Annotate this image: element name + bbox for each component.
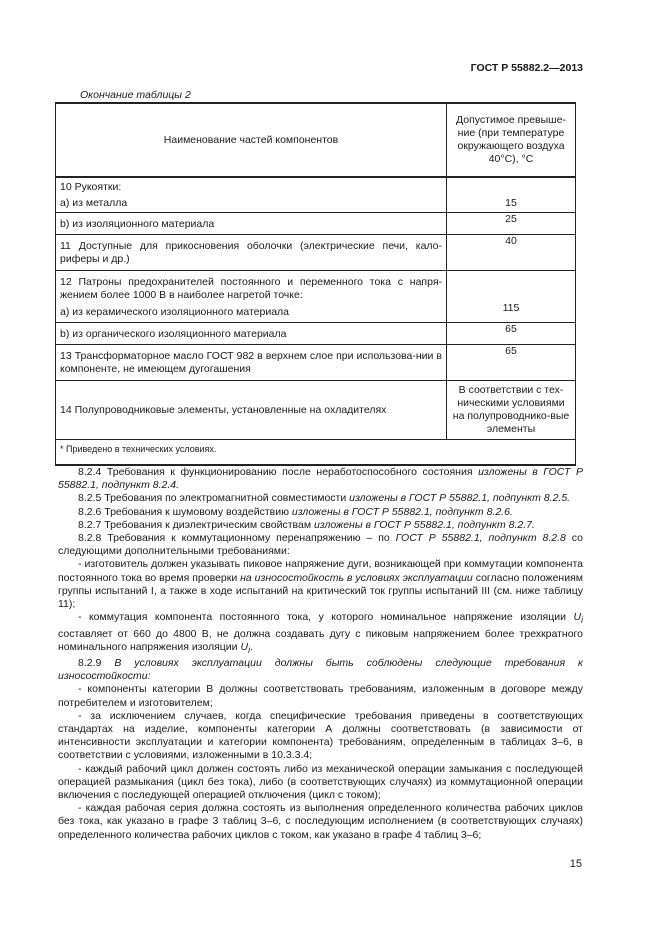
row-label: 11 Доступные для прикосновения оболочки (электрические печи, кало-риферы и др.) [56, 235, 447, 271]
col2-header: Допустимое превыше-ние (при температуре окружающего воздуха 40°С), °С [447, 103, 576, 177]
row-label: 14 Полупроводниковые элементы, установленные на охладителях [56, 381, 447, 440]
paragraph-8-2-4: 8.2.4 Требования к функционированию после неработоспособного состояния изложены в ГОСТ Р 55882.1, подпункт 8.2.4. [58, 466, 583, 492]
table-footnote: * Приведено в технических условиях. [56, 440, 576, 466]
col1-header: Наименование частей компонентов [56, 103, 447, 177]
bullet-operating-series: - каждая рабочая серия должна состоять из выполнения определенного количества рабочих циклов без тока, как указано в графе 3 таблиц 3–6, с последующим исполнением (в соответствующих случаях) определенного количества рабочих циклов с током, как указано в графе 4 таблиц 3–6; [58, 802, 583, 841]
row-label: 10 Рукоятки: [56, 177, 447, 194]
paragraph-8-2-6: 8.2.6 Требования к шумовому воздействию изложены в ГОСТ Р 55882.1, подпункт 8.2.6. [78, 505, 513, 518]
row-value [447, 177, 576, 194]
table-footnote-row [56, 440, 576, 466]
table-row [56, 213, 576, 235]
row-value: 115 [447, 302, 576, 323]
table-row [56, 302, 576, 323]
bullet-category-a: - за исключением случаев, когда специфические требования приведены в соответствующих стандартах на изделие, компоненты категории А должны соответствовать (в зависимости от интенсивности эксплуатации и категории компонента) требованиям, определенным в таблицах 3–6, в соответствии с условиями, изложенными в 10.3.3.4; [58, 709, 583, 762]
paragraph-8-2-5: 8.2.5 Требования по электромагнитной совместимости изложены в ГОСТ Р 55882.1, подпункт 8.2.5. [78, 492, 571, 505]
document-code: ГОСТ Р 55882.2—2013 [470, 62, 583, 74]
row-label: b) из органического изоляционного материала [56, 323, 447, 345]
bullet-category-b: - компоненты категории В должны соответствовать требованиям, изложенным в договоре между потребителем и изготовителем; [58, 683, 583, 709]
table-row [56, 381, 576, 440]
row-label: а) из металла [56, 194, 447, 213]
body-text [58, 466, 583, 842]
row-label: 13 Трансформаторное масло ГОСТ 982 в верхнем слое при использова-нии в компоненте, не имеющем дугогашения [56, 345, 447, 381]
row-value: 65 [447, 345, 576, 381]
bullet-arc-voltage: - изготовитель должен указывать пиковое напряжение дуги, возникающей при коммутации компонента постоянного тока во время проверки на износостойкость в условиях эксплуатации согласно положениям группы испытаний I, а также в ходе испытаний на критический ток группы испытаний III (см. ниже таблицу 11); [58, 558, 583, 611]
row-value [447, 271, 576, 303]
row-value: 40 [447, 235, 576, 271]
row-value: 25 [447, 213, 576, 235]
table-caption: Окончание таблицы 2 [80, 89, 191, 101]
table-2 [55, 102, 576, 466]
table-row [56, 271, 576, 303]
bullet-operating-cycle: - каждый рабочий цикл должен состоять либо из механической операции замыкания с последующей операцией размыкания (цикл без тока), либо (в соответствующих случаях) из коммутационной операции включения с последующей операцией отключения (цикл с током); [58, 762, 583, 802]
row-value: В соответствии с тех-ническими условиями на полупроводнико-вые элементы [447, 381, 576, 440]
row-label: 12 Патроны предохранителей постоянного и переменного тока с напря-жением более 1000 В в наиболее нагретой точке: [56, 271, 447, 303]
table-row [56, 194, 576, 213]
paragraph-8-2-8: 8.2.8 Требования к коммутационному перенапряжению – по ГОСТ Р 55882.1, подпункт 8.2.8 со следующими дополнительными требованиями: [58, 532, 583, 558]
table-row [56, 323, 576, 345]
page-number: 15 [569, 858, 582, 870]
paragraph-8-2-9: 8.2.9 В условиях эксплуатации должны быть соблюдены следующие требования к износостойкости: [58, 657, 583, 683]
table-row [56, 177, 576, 194]
table-row [56, 235, 576, 271]
row-value: 65 [447, 323, 576, 345]
table-row [56, 345, 576, 381]
paragraph-8-2-7: 8.2.7 Требования к диэлектрическим свойствам изложены в ГОСТ Р 55882.1, подпункт 8.2.7. [78, 518, 535, 531]
table-header-row [56, 103, 576, 177]
row-value: 15 [447, 194, 576, 213]
row-label: b) из изоляционного материала [56, 213, 447, 235]
row-label: а) из керамического изоляционного материала [56, 302, 447, 323]
bullet-dc-switching: - коммутация компонента постоянного тока, у которого номинальное напряжение изоляции $U_i$ составляет от 660 до 4800 В, не должна создавать дугу с пиковым напряжением более трехкратного номинального напряжения изоляции $U_i$. [58, 611, 583, 655]
